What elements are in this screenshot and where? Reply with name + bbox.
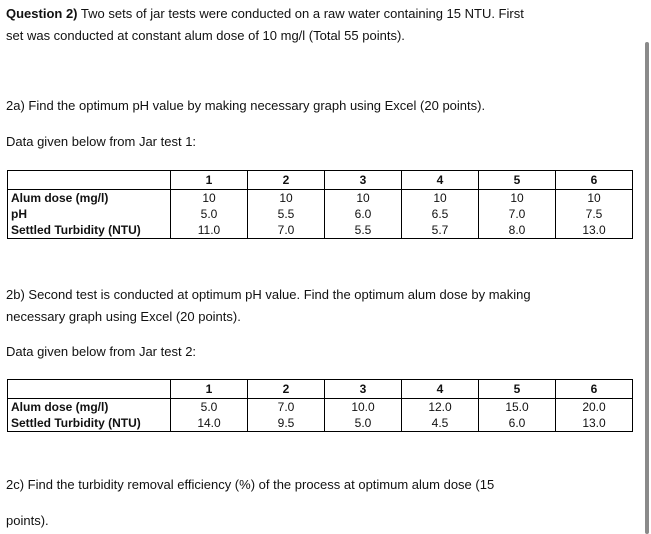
table-cell: 10 — [248, 190, 325, 207]
part-b-question-line-1: 2b) Second test is conducted at optimum pH value. Find the optimum alum dose by making — [6, 287, 531, 302]
part-c-question-line-1: 2c) Find the turbidity removal efficiency (%) of the process at optimum alum dose (15 — [6, 477, 495, 492]
table-row — [8, 222, 633, 239]
header-cell: 3 — [325, 380, 402, 399]
part-a-question: 2a) Find the optimum pH value by making necessary graph using Excel (20 points). — [6, 98, 486, 113]
header-blank-cell — [8, 171, 171, 190]
table-row — [8, 206, 633, 222]
table-cell: 9.5 — [248, 415, 325, 432]
question-intro-text: Two sets of jar tests were conducted on a raw water containing 15 NTU. First — [80, 6, 524, 21]
part-a-data-label: Data given below from Jar test 1: — [6, 134, 197, 149]
question-line-2: set was conducted at constant alum dose of 10 mg/l (Total 55 points). — [6, 28, 405, 43]
table-cell: 5.0 — [171, 399, 248, 416]
header-cell: 4 — [402, 380, 479, 399]
header-cell: 2 — [248, 171, 325, 190]
row-label: Alum dose (mg/l) — [8, 190, 171, 207]
table-cell: 7.0 — [479, 206, 556, 222]
part-b-data-label: Data given below from Jar test 2: — [6, 344, 197, 359]
table-cell: 12.0 — [402, 399, 479, 416]
row-label: Settled Turbidity (NTU) — [8, 222, 171, 239]
table-cell: 13.0 — [556, 222, 633, 239]
table-cell: 5.5 — [248, 206, 325, 222]
table-cell: 6.5 — [402, 206, 479, 222]
row-label: Alum dose (mg/l) — [8, 399, 171, 416]
table-row — [8, 415, 633, 432]
table-cell: 10 — [171, 190, 248, 207]
table-cell: 6.0 — [479, 415, 556, 432]
table-cell: 5.7 — [402, 222, 479, 239]
table-header-row — [8, 380, 633, 399]
header-cell: 5 — [479, 380, 556, 399]
row-label: pH — [8, 206, 171, 222]
table-cell: 4.5 — [402, 415, 479, 432]
table-header-row — [8, 171, 633, 190]
row-label: Settled Turbidity (NTU) — [8, 415, 171, 432]
table-cell: 7.0 — [248, 399, 325, 416]
table-cell: 7.0 — [248, 222, 325, 239]
table-cell: 6.0 — [325, 206, 402, 222]
part-b-question-line-2: necessary graph using Excel (20 points). — [6, 309, 241, 324]
vertical-scrollbar[interactable] — [645, 42, 649, 534]
header-cell: 1 — [171, 171, 248, 190]
table-cell: 14.0 — [171, 415, 248, 432]
part-c-question-line-2: points). — [6, 513, 49, 528]
table-cell: 5.0 — [325, 415, 402, 432]
table-cell: 7.5 — [556, 206, 633, 222]
jar-test-1-table — [7, 170, 633, 239]
question-line-1 — [6, 6, 524, 22]
header-cell: 1 — [171, 380, 248, 399]
table-cell: 11.0 — [171, 222, 248, 239]
header-cell: 5 — [479, 171, 556, 190]
header-cell: 4 — [402, 171, 479, 190]
table-cell: 10 — [325, 190, 402, 207]
table-cell: 20.0 — [556, 399, 633, 416]
question-number: Question 2) — [6, 6, 78, 21]
table-cell: 5.0 — [171, 206, 248, 222]
table-cell: 10.0 — [325, 399, 402, 416]
header-blank-cell — [8, 380, 171, 399]
table-cell: 5.5 — [325, 222, 402, 239]
jar-test-2-table — [7, 379, 633, 432]
header-cell: 2 — [248, 380, 325, 399]
header-cell: 6 — [556, 171, 633, 190]
header-cell: 3 — [325, 171, 402, 190]
table-cell: 10 — [479, 190, 556, 207]
table-cell: 8.0 — [479, 222, 556, 239]
table-cell: 10 — [402, 190, 479, 207]
table-cell: 10 — [556, 190, 633, 207]
table-row — [8, 190, 633, 207]
table-cell: 13.0 — [556, 415, 633, 432]
table-cell: 15.0 — [479, 399, 556, 416]
table-row — [8, 399, 633, 416]
header-cell: 6 — [556, 380, 633, 399]
